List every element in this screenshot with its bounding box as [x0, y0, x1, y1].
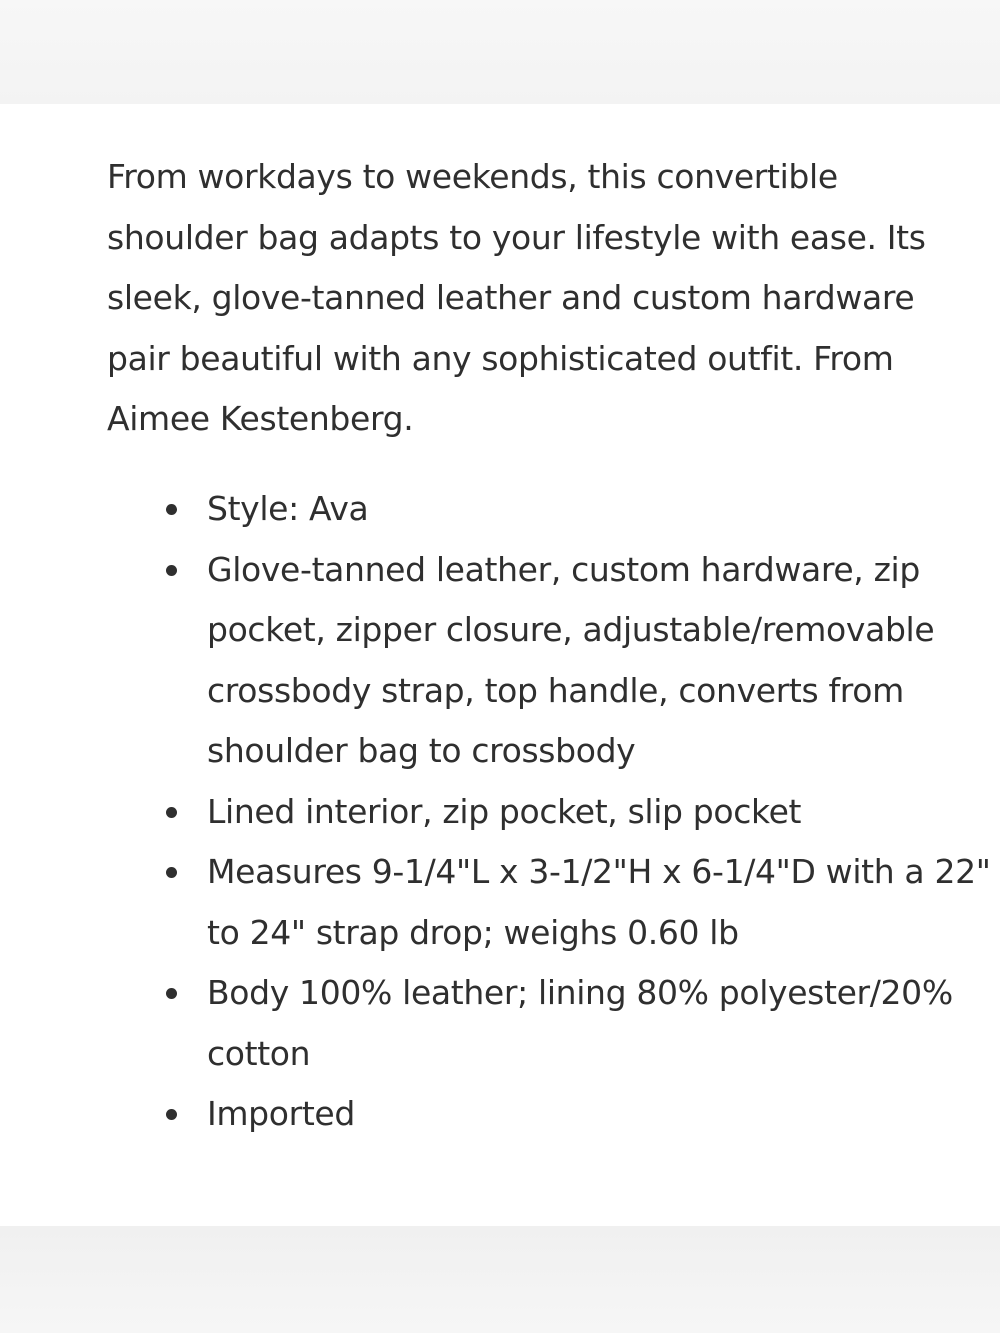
feature-composition	[207, 963, 992, 1084]
feature-text: Lined interior, zip pocket, slip pocket	[207, 791, 802, 831]
bullet-icon	[166, 1109, 177, 1120]
feature-style	[207, 479, 992, 540]
feature-materials-hardware	[207, 540, 992, 782]
feature-origin	[207, 1084, 992, 1145]
bullet-icon	[166, 565, 177, 576]
bullet-icon	[166, 867, 177, 878]
top-page-band	[0, 0, 1000, 104]
bullet-icon	[166, 807, 177, 818]
feature-interior	[207, 782, 992, 843]
feature-text: Imported	[207, 1094, 355, 1133]
feature-text: Style: Ava	[207, 489, 369, 528]
product-description: From workdays to weekends, this convertible shoulder bag adapts to your lifestyle with ease. Its sleek, glove-tanned leather and custom hardware pair beautiful with any sophisticated outfit. From Aimee Kestenberg.	[107, 157, 926, 438]
feature-measurements	[207, 842, 992, 963]
product-feature-list	[207, 479, 992, 1145]
bottom-page-band	[0, 1226, 1000, 1333]
feature-text: Measures 9-1/4"L x 3-1/2"H x 6-1/4"D with a 22" to 24" strap drop; weighs 0.60 lb	[207, 852, 991, 952]
feature-text: Body 100% leather; lining 80% polyester/20% cotton	[207, 973, 953, 1073]
bullet-icon	[166, 988, 177, 999]
bullet-icon	[166, 504, 177, 515]
feature-text: Glove-tanned leather, custom hardware, zip pocket, zipper closure, adjustable/removable crossbody strap, top handle, converts from shoulder bag to crossbody	[207, 549, 935, 770]
